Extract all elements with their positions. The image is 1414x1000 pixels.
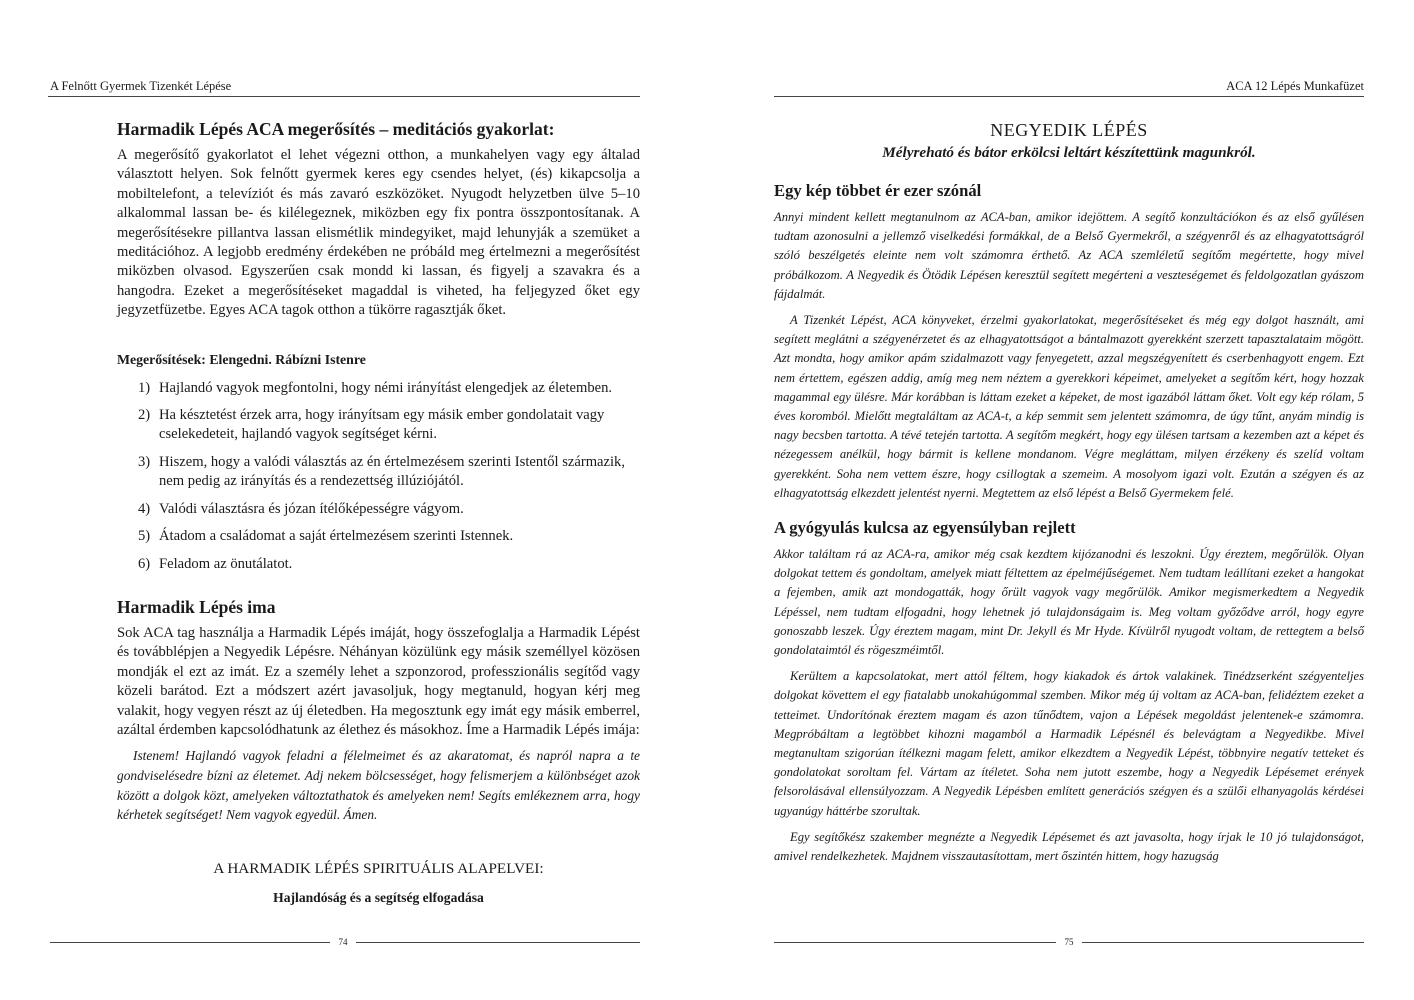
list-item-text: Feladom az önutálatot. (159, 555, 293, 572)
list-item-number: 1) (138, 379, 151, 396)
right-content (774, 118, 1364, 873)
list-item (117, 453, 640, 492)
list-item (117, 406, 640, 445)
list-item (117, 527, 640, 546)
affirmations-heading: Megerősítések: Elengedni. Rábízni Istenre (117, 351, 366, 367)
list-item-number: 5) (138, 528, 151, 545)
picture-section-title: Egy kép többet ér ezer szónál (774, 181, 982, 200)
list-item-number: 6) (138, 555, 151, 572)
list-item-text: Ha késztetést érzek arra, hogy irányítsam egy másik ember gondolatait vagy cselekedeteit, hajlandó vagyok segítséget kérni. (159, 407, 605, 443)
meditation-section-body: A megerősítő gyakorlatot el lehet végezni otthon, a munkahelyen vagy egy általad választott helyen. Sok felnőtt gyermek keres egy csendes helyet, (és) kikapcsolja a mobiltelefont, a televíziót és más zavaró eszközöket. Nyugodt helyzetben ülve 5–10 alkalommal lassan be- és kilélegeznek, miközben egy fix pontra összpontosítanak. A megerősítésekre pillantva lassan elismétlik mindegyiket, majd lehunyják a szemüket a meditációhoz. A legjobb eredmény érdekében ne próbáld meg értelmezni a megerősítést miközben olvasod. Egyszerűen csak mondd ki lassan, és figyelj a szavakra és a hangodra. Ezeket a megerősítéseket magaddal is viheted, ha feljegyzed őket egy jegyzetfüzetbe. Egyes ACA tagok otthon a tükörre ragasztják őket. (117, 147, 640, 319)
list-item (117, 555, 640, 574)
list-item-text: Hiszem, hogy a valódi választás az én értelmezésem szerinti Istentől származik, nem pedig az irányítás és a rendezettség illúziójától. (159, 453, 626, 490)
prayer-section-title: Harmadik Lépés ima (117, 596, 276, 617)
list-item (117, 379, 640, 398)
left-page (48, 0, 640, 1000)
affirmations-list (117, 379, 640, 574)
paragraph: A Tizenkét Lépést, ACA könyveket, érzelmi gyakorlatokat, megerősítéseket és még egy dolgot használt, ami segített meglátni a szégyenérzetet és az elhagyatottságot a bántalmazott gyerekként szerzett tapasztalataim mögött. Azt mondta, hogy amikor apám szidalmazott vagy fenyegetett, azzal megszégyenített és cserbenhagyott engem. Ezt nem értettem, egészen addig, amíg meg nem néztem a gyerekkori képeimet, amelyeket a segítőm kért, hogy hozzak magammal egy ülésre. Már korábban is láttam ezeket a képeket, de most igazából láttam őket. Volt egy kép rólam, 5 éves koromból. Mielőtt megtaláltam az ACA-t, a kép semmit sem jelentett számomra, de úgy tűnt, anyám mindig is nagy becsben tartotta. A tévé tetején tartotta. A segítőm megkért, hogy egy ülésen tartsam a kezemben azt a képet és nézegessem anélkül, hogy bármit is kellene mondanom. Végre megláttam, milyen érzékeny és szelíd voltam gyerekként. Soha nem vettem észre, hogy csillogtak a szemeim. A mosolyom igazi volt. Ezután a szégyen és az elhagyatottság elkezdett jelentést nyerni. Megtettem az első lépést a Belső Gyermekem felé. (774, 313, 1364, 500)
list-item-number: 4) (138, 500, 151, 517)
paragraph: Akkor találtam rá az ACA-ra, amikor még csak kezdtem kijózanodni és leszokni. Úgy éreztem, megőrülök. Olyan dolgokat tettem és gondoltam, amelyek miatt féltettem az épelméjűségemet. Nem tudtam leállítani ezeket a hangokat a fejemben, amik azt mondogatták, hogy őrült vagyok vagy megőrülök. Amikor megismerkedtem a Negyedik Lépéssel, nem tudtam elfogadni, hogy lehetnek jó tulajdonságaim is. Meg voltam győződve arról, hogy egyre gonoszabb leszek. Úgy éreztem magam, mint Dr. Jekyll és Mr Hyde. Kívülről nyugodt voltam, de rettegtem a belső gondolataimtól és rögeszméimtől. (774, 547, 1364, 658)
left-footer (48, 935, 640, 949)
right-running-head: ACA 12 Lépés Munkafüzet (774, 78, 1364, 97)
third-step-prayer: Istenem! Hajlandó vagyok feladni a félelmeimet és az akaratomat, és napról napra a te gondviselésedre bízni az életemet. Adj nekem bölcsességet, hogy felismerjem a különbséget azok között a dolgok közt, amelyeken változtathatok és amelyeken nem! Segíts emlékeznem arra, hogy kérhetek segítséget! Nem vagyok egyedül. Ámen. (117, 748, 640, 823)
principles-title: A HARMADIK LÉPÉS SPIRITUÁLIS ALAPELVEI: (213, 859, 544, 877)
footer-rule (50, 942, 330, 943)
left-content (117, 118, 640, 907)
meditation-section-title: Harmadik Lépés ACA megerősítés – meditációs gyakorlat: (117, 119, 555, 139)
paragraph: Egy segítőkész szakember megnézte a Negyedik Lépésemet és azt javasolta, hogy írjak le 10 jó tulajdonságot, amivel rendelkezhetek. Majdnem visszautasítottam, mert őszintén hittem, hogy hazugság (774, 829, 1364, 864)
footer-rule (774, 942, 1056, 943)
list-item-number: 2) (138, 407, 151, 424)
balance-section-title: A gyógyulás kulcsa az egyensúlyban rejlett (774, 518, 1076, 538)
principles-subtitle: Hajlandóság és a segítség elfogadása (273, 889, 484, 905)
footer-rule (1082, 942, 1364, 943)
list-item (117, 500, 640, 519)
paragraph: Kerültem a kapcsolatokat, mert attól féltem, hogy kiakadok és ártok valakinek. Tinédzserként szégyenteljes dolgokat követtem el egy fiatalabb unokahúgommal szemben. Mikor még új voltam az ACA-ban, felidéztem ezeket a tetteimet. Undorítónak éreztem magam és azon tűnődtem, vajon a Lépések megoldást jelentenek-e számomra. Megpróbáltam a legtöbbet kihozni magamból a Harmadik Lépésnél és belevágtam a Negyedikbe. Mivel megtanultam szigorúan ítélkezni magam felett, amikor elkezdtem a Negyedik Lépést, többnyire negatív tetteket és gondolatokat soroltam fel. Vártam az ítéletet. Soha nem jutott eszembe, hogy a Negyedik Lépésemet erények felsorolásával ellensúlyozzam. A Negyedik Lépésben említett generációs szégyen és a szülői elhanyagolás kérdései ugyanúgy háttérbe szorultak. (774, 669, 1364, 818)
step-subtitle: Mélyreható és bátor erkölcsi leltárt készítettünk magunkról. (882, 144, 1256, 161)
footer-rule (356, 942, 640, 943)
right-page (774, 0, 1364, 1000)
page-number: 75 (1064, 937, 1074, 947)
paragraph: Annyi mindent kellett megtanulnom az ACA-ban, amikor idejöttem. A segítő konzultációkon és az első gyűlésen tudtam azonosulni a jellemző viselkedési formákkal, de a Belső Gyermekről, a szégyenről és az elhagyatottságról szóló beszélgetés eleinte nem volt számomra érthető. Az ACA szemléletű segítőm megértette, hogy mivel próbálkozom. A Negyedik és Ötödik Lépésen keresztül segített megérteni a veszteségemet és feldolgozatlan gyászom fájdalmát. (774, 210, 1364, 301)
list-item-number: 3) (138, 453, 151, 470)
prayer-section-body: Sok ACA tag használja a Harmadik Lépés imáját, hogy összefoglalja a Harmadik Lépést és továbblépjen a Negyedik Lépésre. Néhányan közülünk egy másik személlyel közösen mondják el ezt az imát. Ez a személy lehet a szponzorod, professzionális segítőd vagy közeli barátod. Ezt a módszert azért javasoljuk, hogy megtanuld, hogyan kérj meg valakit, hogy vegyen részt az új életedben. Ha megosztunk egy imát egy másik emberrel, azáltal érdemben kapcsolódhatunk az élethez és másokhoz. Íme a Harmadik Lépés imája: (117, 624, 640, 738)
list-item-text: Átadom a családomat a saját értelmezésem szerinti Istennek. (159, 528, 514, 545)
list-item-text: Valódi választásra és józan ítélőképességre vágyom. (159, 500, 464, 517)
left-running-head: A Felnőtt Gyermek Tizenkét Lépése (48, 78, 640, 97)
step-title: NEGYEDIK LÉPÉS (990, 120, 1148, 140)
right-footer (774, 935, 1364, 949)
list-item-text: Hajlandó vagyok megfontolni, hogy némi irányítást elengedjek az életemben. (159, 379, 613, 396)
page-number: 74 (338, 937, 348, 947)
